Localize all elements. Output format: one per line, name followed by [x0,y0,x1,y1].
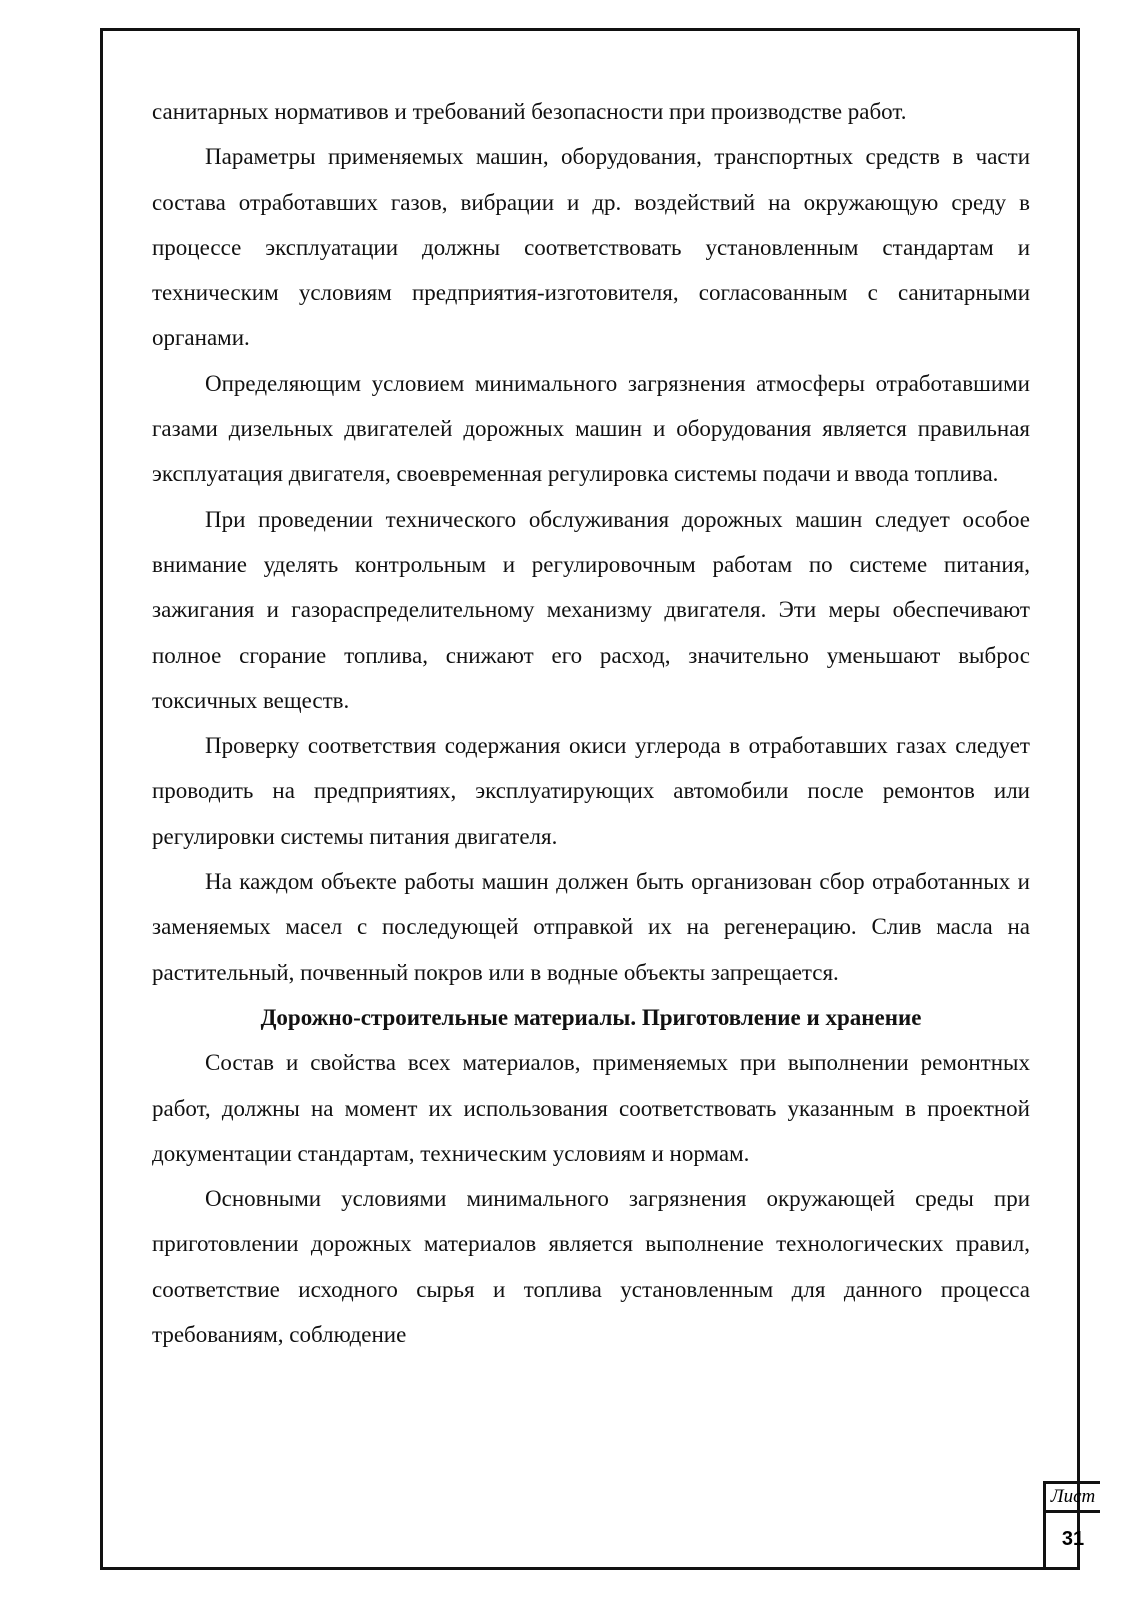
document-body [152,89,1030,1357]
paragraph: Параметры применяемых машин, оборудования, транспортных средств в части состава отработавших газов, вибрации и др. воздействий на окружающую среду в процессе эксплуатации должны соответствовать установленным стандартам и техническим условиям предприятия-изготовителя, согласованным с санитарными органами. [152,144,1030,351]
paragraph: При проведении технического обслуживания дорожных машин следует особое внимание уделять контрольным и регулировочным работам по системе питания, зажигания и газораспределительному механизму двигателя. Эти меры обеспечивают полное сгорание топлива, снижают его расход, значительно уменьшают выброс токсичных веществ. [152,506,1030,713]
paragraph: Состав и свойства всех материалов, применяемых при выполнении ремонтных работ, должны на момент их использования соответствовать указанным в проектной документации стандартам, техническим условиям и нормам. [152,1050,1030,1166]
paragraph: Проверку соответствия содержания окиси углерода в отработавших газах следует проводить на предприятиях, эксплуатирующих автомобили после ремонтов или регулировки системы питания двигателя. [152,733,1030,849]
section-heading: Дорожно-строительные материалы. Приготовление и хранение [260,1004,922,1030]
sheet-stamp [1043,1481,1100,1568]
paragraph: Основными условиями минимального загрязнения окружающей среды при приготовлении дорожных материалов является выполнение технологических правил, соответствие исходного сырья и топлива установленным для данного процесса требованиям, соблюдение [152,1186,1030,1348]
continuation-text: санитарных нормативов и требований безопасности при производстве работ. [152,99,907,124]
paragraph: На каждом объекте работы машин должен быть организован сбор отработанных и заменяемых масел с последующей отправкой их на регенерацию. Слив масла на растительный, почвенный покров или в водные объекты запрещается. [152,869,1030,985]
sheet-number: 31 [1061,1528,1085,1550]
paragraph: Определяющим условием минимального загрязнения атмосферы отработавшими газами дизельных двигателей дорожных машин и оборудования является правильная эксплуатация двигателя, своевременная регулировка системы подачи и ввода топлива. [152,370,1030,487]
sheet-label: Лист [1046,1484,1100,1513]
